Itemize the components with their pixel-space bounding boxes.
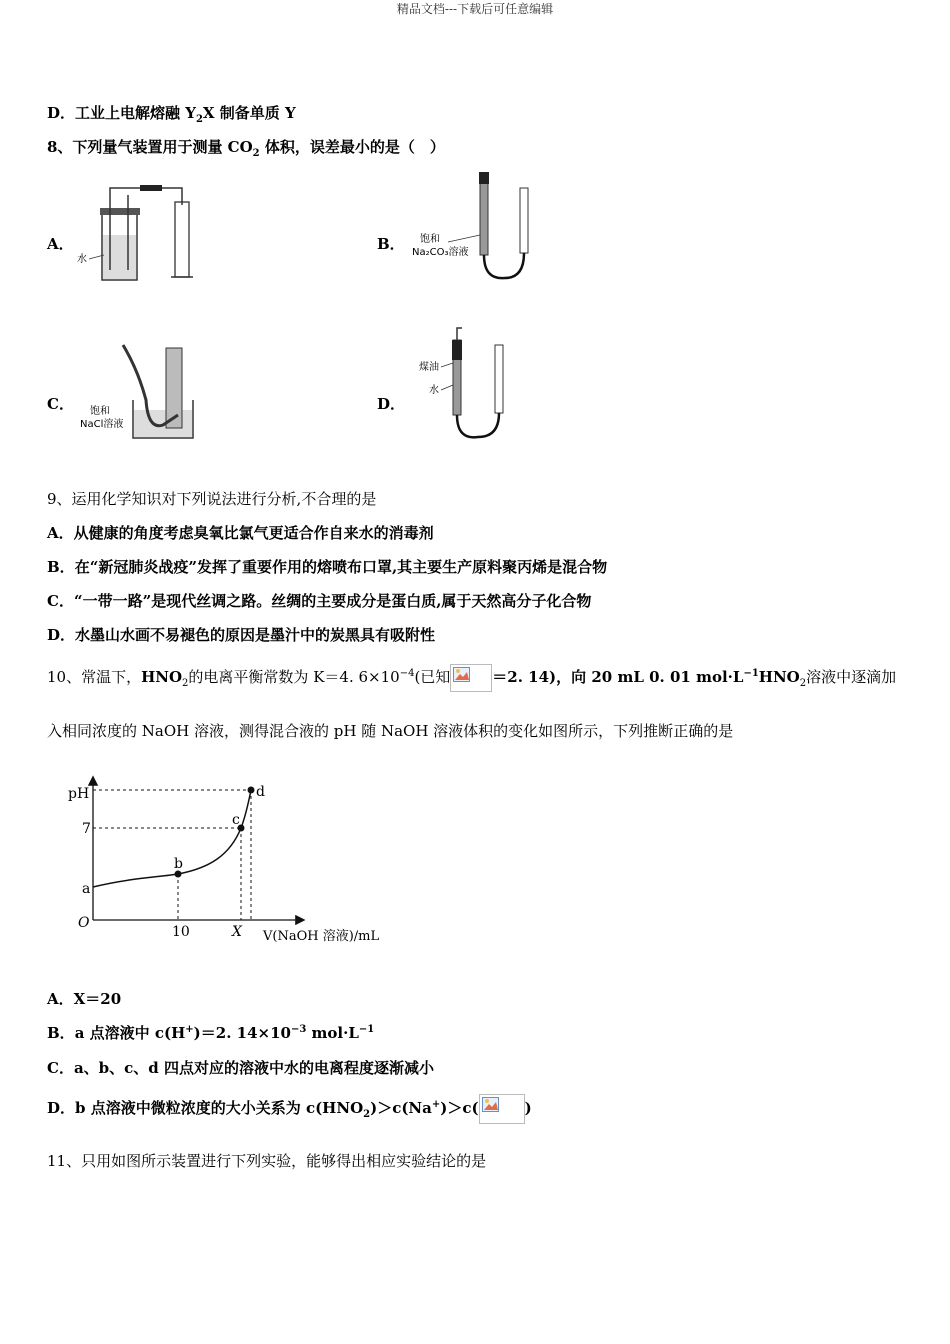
apparatus-a-figure <box>72 180 202 285</box>
label-c-1: 饱和 <box>90 406 110 417</box>
q7-option-d: D．工业上电解熔融 $Y_2X$ 制备单质 Y <box>47 104 296 125</box>
q8-stem: 8、下列量气装置用于测量 $CO_2$ 体积，误差最小的是（ ） <box>47 138 445 159</box>
q10-stem-line1: 10、常温下，$HNO_2$的电离平衡常数为 K＝4. $6\times 10^{-4}$(已知 ＝2. 14)，向 20 mL 0. 01 $mol\cdot L^{-1}HNO_2$溶液中逐滴加 <box>47 664 896 692</box>
x-axis-label: V(NaOH 溶液)/mL <box>263 929 380 944</box>
q10-option-d: D．b 点溶液中微粒浓度的大小关系为 $c(HNO_2)>c(Na^+)>c$( ) <box>47 1094 532 1124</box>
label-b-1: 饱和 <box>420 234 440 245</box>
q9-option-c: C．“一带一路”是现代丝调之路。丝绸的主要成分是蛋白质,属于天然高分子化合物 <box>47 592 592 610</box>
q8-opt-d: D． <box>377 395 406 413</box>
q9-option-b: B．在“新冠肺炎战疫”发挥了重要作用的熔喷布口罩,其主要生产原料聚丙烯是混合物 <box>47 558 608 576</box>
tick-10: 10 <box>172 924 190 940</box>
label-b-2: Na₂CO₃溶液 <box>412 247 469 258</box>
label-water-a: 水 <box>77 254 87 265</box>
q10-stem-line2: 入相同浓度的 NaOH 溶液，测得混合液的 pH 随 NaOH 溶液体积的变化如图所示，下列推断正确的是 <box>47 722 734 740</box>
ph-titration-graph <box>60 770 420 950</box>
q9-stem: 9、运用化学知识对下列说法进行分析,不合理的是 <box>47 490 377 508</box>
broken-image-icon <box>482 1097 500 1113</box>
q10-option-c: C．a、b、c、d 四点对应的溶液中水的电离程度逐渐减小 <box>47 1059 435 1077</box>
q9-option-d: D．水墨山水画不易褪色的原因是墨汁中的炭黑具有吸附性 <box>47 626 436 644</box>
point-d-label: d <box>256 784 265 800</box>
origin-label: O <box>78 915 90 931</box>
q10-option-b: B．a 点溶液中 c(H+)＝2. $14\times 10^{-3}$ $mol\cdot L^{-1}$ <box>47 1024 375 1042</box>
q9-option-a: A．从健康的角度考虑臭氧比氯气更适合作自来水的消毒剂 <box>47 524 434 542</box>
ph-curve <box>93 790 251 887</box>
q11-stem: 11、只用如图所示装置进行下列实验，能够得出相应实验结论的是 <box>47 1152 487 1170</box>
q8-opt-a: A． <box>47 235 74 253</box>
point-b-label: b <box>174 856 183 872</box>
label-d-2: 水 <box>429 385 439 396</box>
point-c-label: c <box>232 812 240 828</box>
formula-image-placeholder <box>450 664 492 692</box>
tick-x: X <box>232 924 242 940</box>
apparatus-c-figure <box>78 340 208 445</box>
q8-opt-b: B． <box>377 235 405 253</box>
tick-7: 7 <box>82 821 91 837</box>
point-a-label: a <box>82 881 91 897</box>
apparatus-b-figure <box>410 170 540 285</box>
label-d-1: 煤油 <box>419 362 439 373</box>
y-axis-label: pH <box>68 786 90 802</box>
label-c-2: NaCl溶液 <box>80 419 124 430</box>
point-d <box>248 787 255 794</box>
formula-image-placeholder-2 <box>479 1094 525 1124</box>
broken-image-icon <box>453 667 471 683</box>
page-header: 精品文档---下载后可任意编辑 <box>396 2 554 16</box>
q10-option-a: A．X＝20 <box>47 990 122 1008</box>
q8-opt-c: C． <box>47 395 74 413</box>
apparatus-d-figure <box>415 325 535 440</box>
